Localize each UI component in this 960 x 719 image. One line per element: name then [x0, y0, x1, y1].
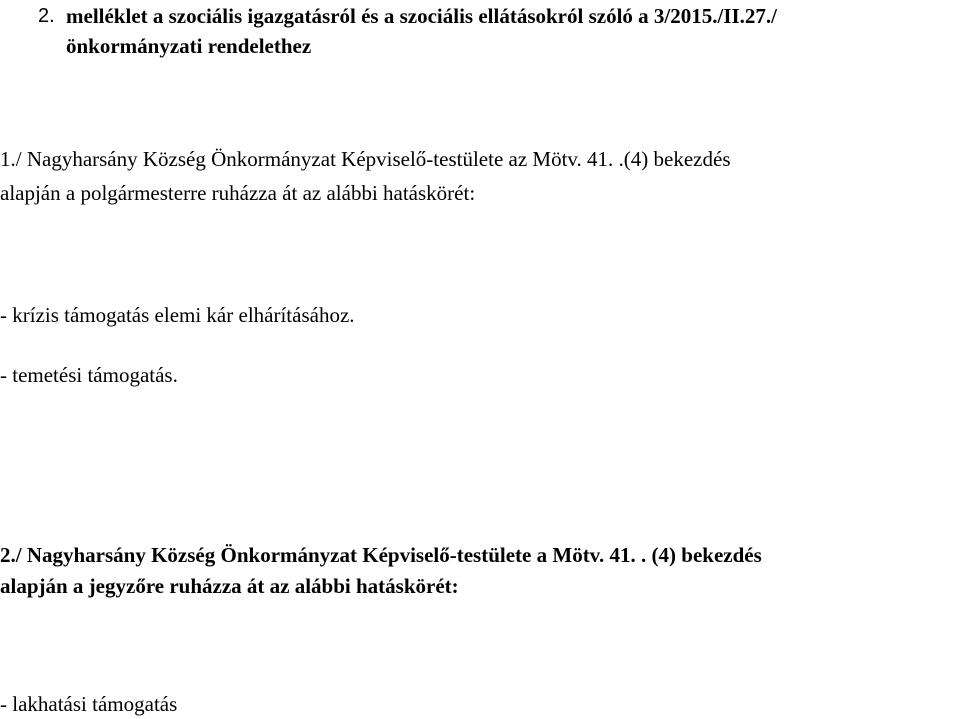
section1-line-2: alapján a polgármesterre ruházza át az alábbi hatáskörét:	[0, 181, 476, 205]
section1-line-1: 1./ Nagyharsány Község Önkormányzat Képviselő-testülete az Mötv. 41. .(4) bekezdés	[0, 147, 731, 171]
annex-title-line-1: melléklet a szociális igazgatásról és a szociális ellátásokról szóló a 3/2015./II.27./	[66, 4, 777, 28]
list-item-housing-support: - lakhatási támogatás	[0, 692, 178, 716]
annex-title-line-2: önkormányzati rendelethez	[66, 34, 312, 58]
annex-number: 2.	[38, 5, 55, 27]
list-item-funeral-support: - temetési támogatás.	[0, 363, 178, 387]
section2-line-2: alapján a jegyzőre ruházza át az alábbi hatáskörét:	[0, 574, 459, 598]
list-item-crisis-support: - krízis támogatás elemi kár elhárításához.	[0, 303, 355, 327]
section2-line-1: 2./ Nagyharsány Község Önkormányzat Képviselő-testülete a Mötv. 41. . (4) bekezdés	[0, 543, 762, 567]
